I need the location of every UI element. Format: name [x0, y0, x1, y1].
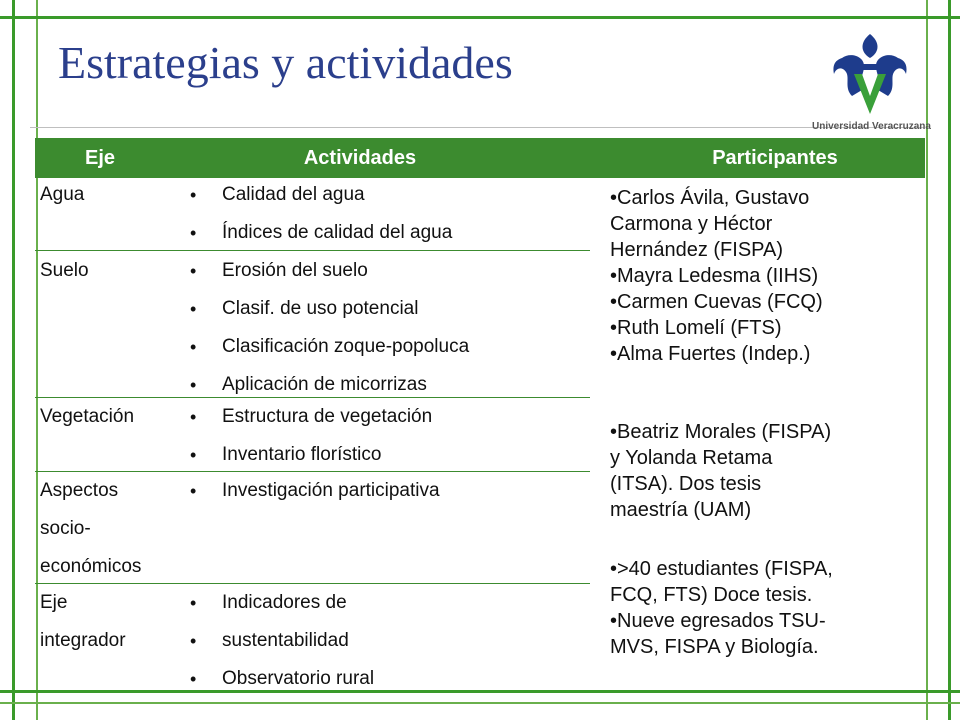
row-divider — [35, 250, 590, 251]
eje-line: integrador — [40, 630, 126, 651]
header-eje: Eje — [84, 147, 116, 169]
participant-line: •Carmen Cuevas (FCQ) — [610, 291, 823, 313]
participant-line: MVS, FISPA y Biología. — [610, 636, 819, 658]
logo-caption: Universidad Veracruzana — [812, 121, 931, 132]
eje-line: Aspectos — [40, 480, 119, 501]
list-item: • Aplicación de micorrizas — [170, 366, 469, 404]
participant-line: •Alma Fuertes (Indep.) — [610, 343, 811, 365]
activities-vegetacion — [170, 398, 432, 474]
list-item: • Inventario florístico — [170, 436, 432, 474]
eje-line: Eje — [40, 592, 68, 613]
header-actividades: Actividades — [303, 147, 417, 169]
list-item: • Clasif. de uso potencial — [170, 290, 469, 328]
list-item-continued: • sustentabilidad — [170, 622, 374, 660]
title-divider — [30, 127, 924, 128]
university-logo — [812, 30, 931, 134]
activities-agua — [170, 176, 452, 252]
header-participantes: Participantes — [712, 147, 838, 169]
list-item: • Investigación participativa — [170, 472, 440, 510]
participant-line: Hernández (FISPA) — [610, 239, 784, 261]
participant-line: Carmona y Héctor — [610, 213, 773, 235]
activities-suelo — [170, 252, 469, 404]
frame-line-bottom-inner — [0, 702, 960, 704]
eje-aspectos — [40, 472, 141, 586]
participant-line: FCQ, FTS) Doce tesis. — [610, 584, 813, 606]
list-item: • Clasificación zoque-popoluca — [170, 328, 469, 366]
list-item: • Estructura de vegetación — [170, 398, 432, 436]
participant-line: •Nueve egresados TSU- — [610, 610, 826, 632]
participants-block-2 — [610, 419, 831, 523]
eje-agua: Agua — [40, 184, 85, 205]
page-title: Estrategias y actividades — [58, 37, 513, 88]
participant-line: (ITSA). Dos tesis — [610, 473, 762, 495]
list-item: • Indicadores de — [170, 584, 374, 622]
activities-table — [35, 138, 925, 690]
eje-suelo: Suelo — [40, 260, 89, 281]
participant-line: •Ruth Lomelí (FTS) — [610, 317, 782, 339]
eje-line: económicos — [40, 556, 142, 577]
list-item: • Calidad del agua — [170, 176, 452, 214]
eje-integrador — [40, 584, 126, 660]
participant-line: •Mayra Ledesma (IIHS) — [610, 265, 819, 287]
participants-block-1 — [610, 185, 823, 367]
participant-line: y Yolanda Retama — [610, 447, 773, 469]
participants-block-3 — [610, 556, 833, 660]
activities-aspectos — [170, 472, 440, 510]
activities-integrador — [170, 584, 374, 698]
frame-line-bottom — [0, 690, 960, 693]
list-item: • Observatorio rural — [170, 660, 374, 698]
eje-vegetacion: Vegetación — [40, 406, 135, 427]
participant-line: •Carlos Ávila, Gustavo — [610, 187, 810, 209]
participant-line: •Beatriz Morales (FISPA) — [610, 421, 832, 443]
frame-line-right — [948, 0, 951, 720]
participant-line: maestría (UAM) — [610, 499, 752, 521]
list-item: • Erosión del suelo — [170, 252, 469, 290]
eje-line: socio- — [40, 518, 91, 539]
frame-line-left — [12, 0, 15, 720]
list-item: • Índices de calidad del agua — [170, 214, 452, 252]
frame-line-top — [0, 16, 960, 19]
participant-line: •>40 estudiantes (FISPA, — [610, 558, 833, 580]
